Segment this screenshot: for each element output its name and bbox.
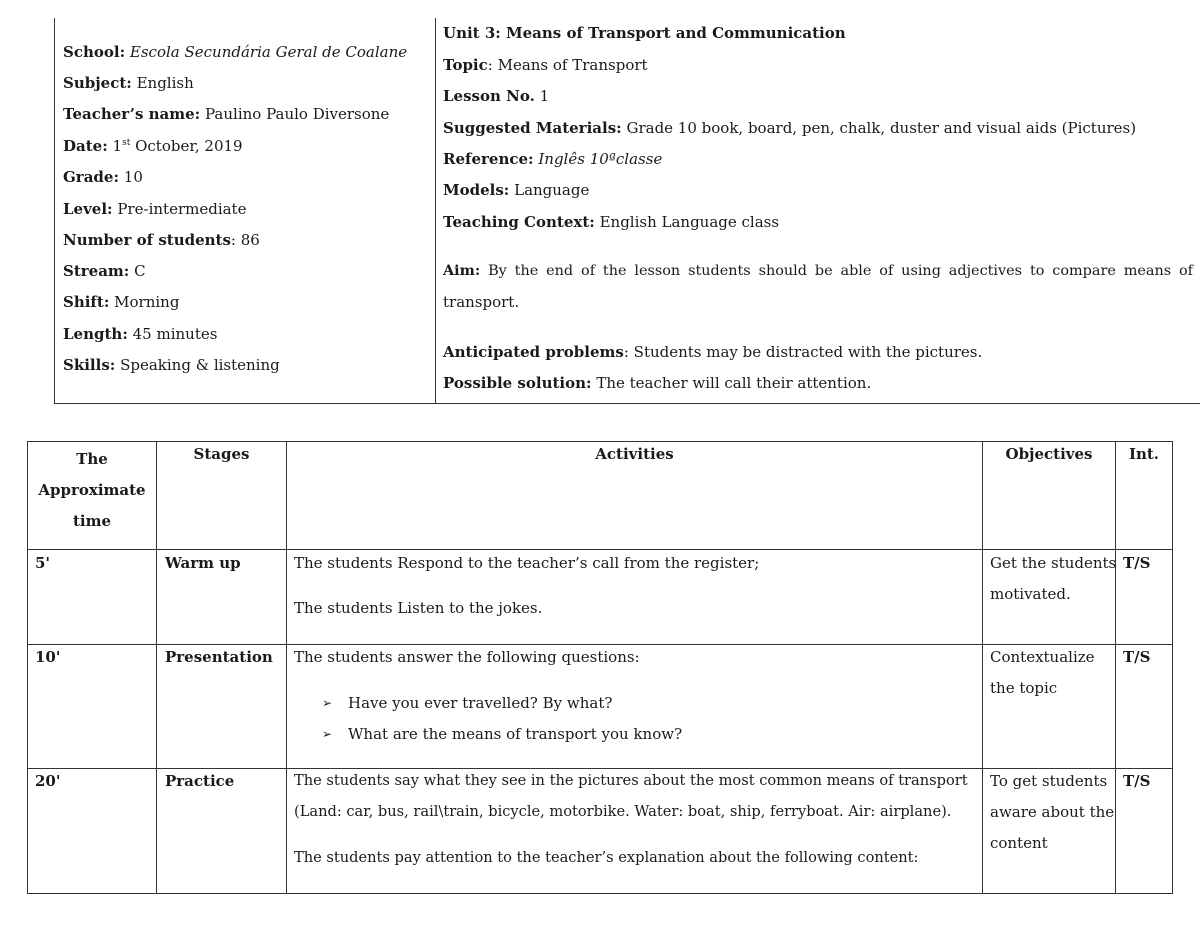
header-time: The Approximate time bbox=[38, 450, 146, 530]
anticipated-problems-line: Anticipated problems: Students may be distracted with the pictures. bbox=[443, 343, 983, 361]
header-stages: Stages bbox=[193, 445, 250, 463]
shift-line: Shift: Morning bbox=[63, 293, 180, 311]
row-objective: To get students bbox=[990, 772, 1108, 790]
date-line: Date: 1st October, 2019 bbox=[63, 137, 243, 155]
row-bullet-item: What are the means of transport you know? bbox=[348, 725, 683, 743]
row-interaction: T/S bbox=[1123, 772, 1151, 790]
row-activity: The students answer the following questions: bbox=[294, 648, 640, 666]
row-activity: The students say what they see in the pictures about the most common means of transport bbox=[294, 772, 968, 789]
header-objectives: Objectives bbox=[1005, 445, 1093, 463]
row-activity: The students Respond to the teacher’s call from the register; bbox=[294, 554, 760, 572]
row-time: 20' bbox=[35, 772, 61, 790]
row-objective: content bbox=[990, 834, 1048, 852]
row-objective: aware about the bbox=[990, 803, 1115, 821]
topic-line: Topic: Means of Transport bbox=[443, 56, 648, 74]
row-activity: The students pay attention to the teacher’s explanation about the following content: bbox=[294, 849, 919, 866]
teacher-line: Teacher’s name: Paulino Paulo Diversone bbox=[63, 105, 390, 123]
row-interaction: T/S bbox=[1123, 648, 1151, 666]
row-stage: Practice bbox=[165, 772, 235, 790]
row-activity: The students Listen to the jokes. bbox=[294, 599, 543, 617]
level-line: Level: Pre-intermediate bbox=[63, 200, 247, 218]
materials-line: Suggested Materials: Grade 10 book, board, pen, chalk, duster and visual aids (Pictures) bbox=[443, 119, 1137, 137]
models-line: Models: Language bbox=[443, 181, 590, 199]
possible-solution-line: Possible solution: The teacher will call their attention. bbox=[443, 374, 872, 392]
row-stage: Warm up bbox=[165, 554, 241, 572]
row-activity: (Land: car, bus, rail\train, bicycle, motorbike. Water: boat, ship, ferryboat. Air: airplane). bbox=[294, 803, 952, 820]
lesson-number-line: Lesson No. 1 bbox=[443, 87, 550, 105]
skills-line: Skills: Speaking & listening bbox=[63, 356, 280, 374]
row-objective: Get the students bbox=[990, 554, 1117, 572]
unit-title: Unit 3: Means of Transport and Communication bbox=[443, 24, 846, 42]
header-activities: Activities bbox=[595, 445, 674, 463]
row-objective: the topic bbox=[990, 679, 1058, 697]
aim-line: Aim: By the end of the lesson students should be able of using adjectives to compare means of bbox=[443, 262, 1194, 279]
arrow-bullet-icon: ➢ bbox=[322, 727, 333, 741]
teaching-context-line: Teaching Context: English Language class bbox=[443, 213, 780, 231]
grade-line: Grade: 10 bbox=[63, 168, 143, 186]
reference-line: Reference: Inglês 10ªclasse bbox=[443, 150, 663, 168]
aim-line-2: transport. bbox=[443, 293, 520, 311]
header-interaction: Int. bbox=[1128, 445, 1160, 463]
subject-line: Subject: English bbox=[63, 74, 194, 92]
row-stage: Presentation bbox=[165, 648, 273, 666]
row-time: 5' bbox=[35, 554, 51, 572]
school-line: School: Escola Secundária Geral de Coalane bbox=[63, 43, 408, 61]
stream-line: Stream: C bbox=[63, 262, 146, 280]
row-interaction: T/S bbox=[1123, 554, 1151, 572]
row-bullet-item: Have you ever travelled? By what? bbox=[348, 694, 613, 712]
length-line: Length: 45 minutes bbox=[63, 325, 218, 343]
row-objective: Contextualize bbox=[990, 648, 1095, 666]
arrow-bullet-icon: ➢ bbox=[322, 696, 333, 710]
row-objective: motivated. bbox=[990, 585, 1071, 603]
students-line: Number of students: 86 bbox=[63, 231, 260, 249]
row-time: 10' bbox=[35, 648, 61, 666]
